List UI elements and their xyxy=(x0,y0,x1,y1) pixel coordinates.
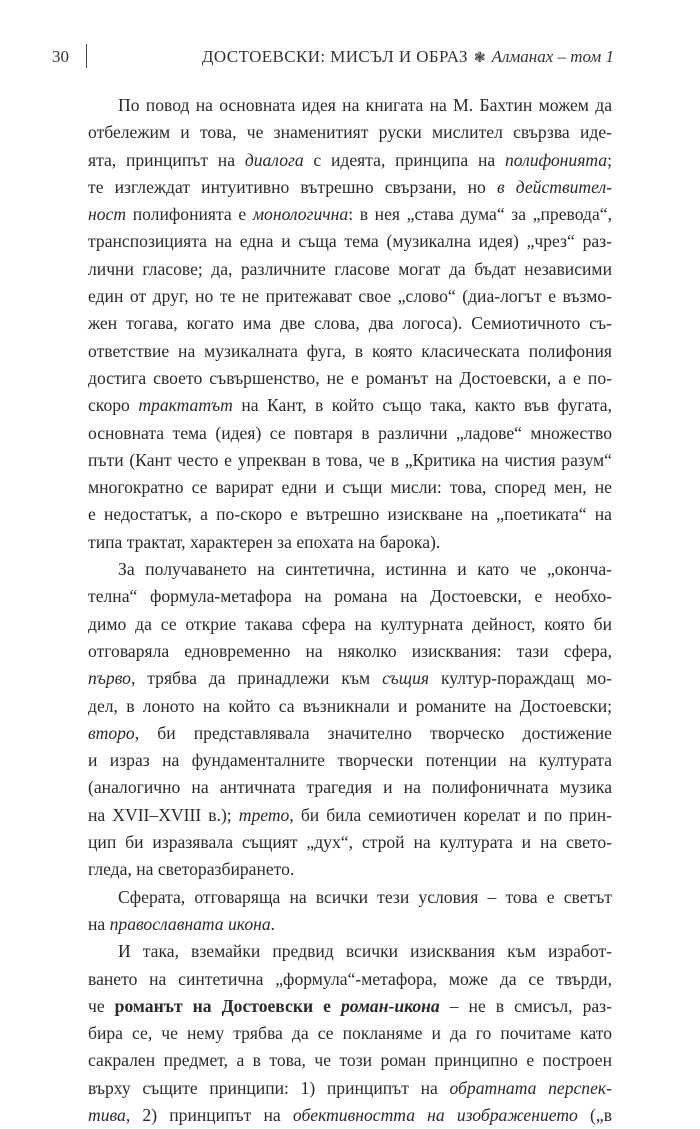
text-line xyxy=(88,201,612,228)
text-segment: достига своето съвършенство, не е романът на Достоевски, а е по- xyxy=(88,367,612,388)
text-segment: един от друг, но те не притежават свое „слово“ (диа-логът е възмо- xyxy=(88,286,612,307)
text-line xyxy=(88,829,612,856)
text-segment: обективността на изображението xyxy=(292,1104,578,1125)
text-line xyxy=(88,1020,612,1047)
text-segment: е недостатък, а по-скоро е вътрешно изискване на „поетиката“ на xyxy=(88,504,612,525)
text-segment: димо да се открие такава сфера на културната дейност, която би xyxy=(88,613,612,634)
text-segment: сакрален предмет, а в това, че този роман принципно е построен xyxy=(88,1050,612,1071)
text-line xyxy=(88,92,612,119)
text-segment: лични гласове; да, различните гласове могат да бъдат независими xyxy=(88,258,612,279)
text-segment: ; xyxy=(607,149,612,170)
text-line xyxy=(88,993,612,1020)
text-segment: По повод на основната идея на книгата на М. Бахтин можем да xyxy=(118,95,612,115)
text-segment: дел, в лоното на който са възникнали и романите на Достоевски; xyxy=(88,695,612,716)
text-line xyxy=(88,611,612,638)
text-line xyxy=(88,884,612,911)
text-line xyxy=(88,474,612,501)
text-segment: бира се, че нему трябва да се покланяме и да го почитаме като xyxy=(88,1023,612,1044)
text-line xyxy=(88,392,612,419)
text-segment: За получаването на синтетична, истинна и като че „оконча- xyxy=(118,559,612,580)
text-segment: типа трактат, характерен за епохата на барока). xyxy=(88,531,441,552)
text-line xyxy=(88,938,612,965)
text-line xyxy=(88,283,612,310)
text-line xyxy=(88,147,612,174)
text-line xyxy=(88,310,612,337)
text-segment: гледа, на светоразбирането. xyxy=(88,859,295,880)
text-segment: че xyxy=(88,995,115,1016)
text-segment: първо xyxy=(88,668,131,689)
text-segment: транспозицията на една и съща тема (музикална идея) „чрез“ раз- xyxy=(88,231,612,252)
text-segment: с идеята, принципа на xyxy=(303,149,505,170)
text-segment: култур-пораждащ мо- xyxy=(429,668,612,689)
text-line xyxy=(88,420,612,447)
text-segment: : в нея „става дума“ за „превода“, xyxy=(348,204,612,225)
text-segment: на Кант, в който също така, както във фугата, xyxy=(232,395,612,416)
text-line xyxy=(88,338,612,365)
text-segment: Сферата, отговаряща на всички тези условия – това е светът xyxy=(118,886,612,907)
text-segment: , би била семиотичен корелат и по прин- xyxy=(289,804,612,825)
text-line xyxy=(88,556,612,583)
text-line xyxy=(88,256,612,283)
text-segment: трактатът xyxy=(138,395,233,416)
text-segment: на XVII–XVIII в.); xyxy=(88,804,239,825)
text-line xyxy=(88,501,612,528)
text-segment: цип би изразявала същият „дух“, строй на културата и на свето- xyxy=(88,832,612,853)
text-segment: те изглеждат интуитивно вътрешно свързани, но xyxy=(88,176,497,197)
text-segment: („в xyxy=(577,1104,613,1125)
text-segment: диалога xyxy=(244,149,304,170)
text-segment: И така, вземайки предвид всички изисквания към изработ- xyxy=(118,941,612,962)
text-line xyxy=(88,119,612,146)
text-segment: отбележим и това, че знаменитият руски мислител свързва иде- xyxy=(88,122,612,143)
body-text xyxy=(88,92,612,1129)
text-line xyxy=(88,1102,612,1129)
text-line xyxy=(88,228,612,255)
text-line xyxy=(88,174,612,201)
ornament-icon: ❃ xyxy=(473,51,486,66)
text-line xyxy=(88,802,612,829)
text-segment: полифонията xyxy=(505,149,608,170)
text-segment: , би представлявала значително творческо достижение xyxy=(134,722,612,743)
text-segment: православната икона xyxy=(109,913,271,934)
text-line xyxy=(88,856,612,883)
text-line xyxy=(88,720,612,747)
text-segment: тива xyxy=(88,1104,126,1125)
text-segment: (аналогично на античната трагедия и на полифоничната музика xyxy=(88,777,612,798)
text-segment: многократно се варират едни и същи мисли: това, според мен, не xyxy=(88,477,612,498)
text-segment: – не в смисъл, раз- xyxy=(439,995,612,1016)
text-segment: романът на Достоевски е xyxy=(114,995,341,1016)
text-segment: полифонията е xyxy=(126,204,253,225)
text-segment: роман-икона xyxy=(340,995,440,1016)
volume-label: Алманах – том 1 xyxy=(491,47,614,66)
text-segment: , трябва да принадлежи към xyxy=(130,668,383,689)
text-line xyxy=(88,1047,612,1074)
text-segment: телна“ формула-метафора на романа на Достоевски, е необхо- xyxy=(88,586,612,607)
text-line xyxy=(88,665,612,692)
text-line xyxy=(88,447,612,474)
text-segment: , 2) принципът на xyxy=(125,1104,293,1125)
text-line xyxy=(88,583,612,610)
text-segment: скоро xyxy=(88,395,139,416)
text-segment: жен тогава, когато има две слова, два логоса). Семиотичното съ- xyxy=(88,313,612,334)
text-segment: монологична xyxy=(252,204,349,225)
text-segment: трето xyxy=(238,804,290,825)
text-line xyxy=(88,365,612,392)
text-segment: . xyxy=(270,913,276,934)
text-segment: върху същите принципи: 1) принципът на xyxy=(88,1077,450,1098)
text-segment: второ xyxy=(88,722,135,743)
text-line xyxy=(88,911,612,938)
text-segment: ност xyxy=(88,204,127,225)
text-line xyxy=(88,693,612,720)
text-segment: ответствие на музикалната фуга, в която класическата полифония xyxy=(88,340,612,361)
text-line xyxy=(88,966,612,993)
text-segment: в действител- xyxy=(496,176,612,197)
text-line xyxy=(88,529,612,556)
text-segment: и израз на фундаменталните творчески потенции на културата xyxy=(88,750,612,771)
text-line xyxy=(88,774,612,801)
text-segment: пъти (Кант често е упрекван в това, че в „Критика на чистия разум“ xyxy=(88,449,612,470)
page-header xyxy=(52,44,614,70)
text-segment: ването на синтетична „формула“-метафора, може да се твърди, xyxy=(88,968,612,989)
running-title: ДОСТОЕВСКИ: МИСЪЛ И ОБРАЗ xyxy=(201,47,468,66)
running-head xyxy=(202,46,614,70)
text-line xyxy=(88,638,612,665)
text-segment: на xyxy=(88,913,110,934)
header-divider xyxy=(86,44,87,68)
text-line xyxy=(88,747,612,774)
text-segment: отговаряла едновременно на няколко изисквания: тази сфера, xyxy=(88,640,612,661)
text-segment: основната тема (идея) се повтаря в различни „ладове“ множество xyxy=(88,422,612,443)
text-segment: ята, принципът на xyxy=(88,149,245,170)
text-segment: обратната перспек- xyxy=(449,1077,612,1098)
text-line xyxy=(88,1075,612,1102)
text-segment: същия xyxy=(382,668,430,689)
page-number: 30 xyxy=(52,47,69,66)
